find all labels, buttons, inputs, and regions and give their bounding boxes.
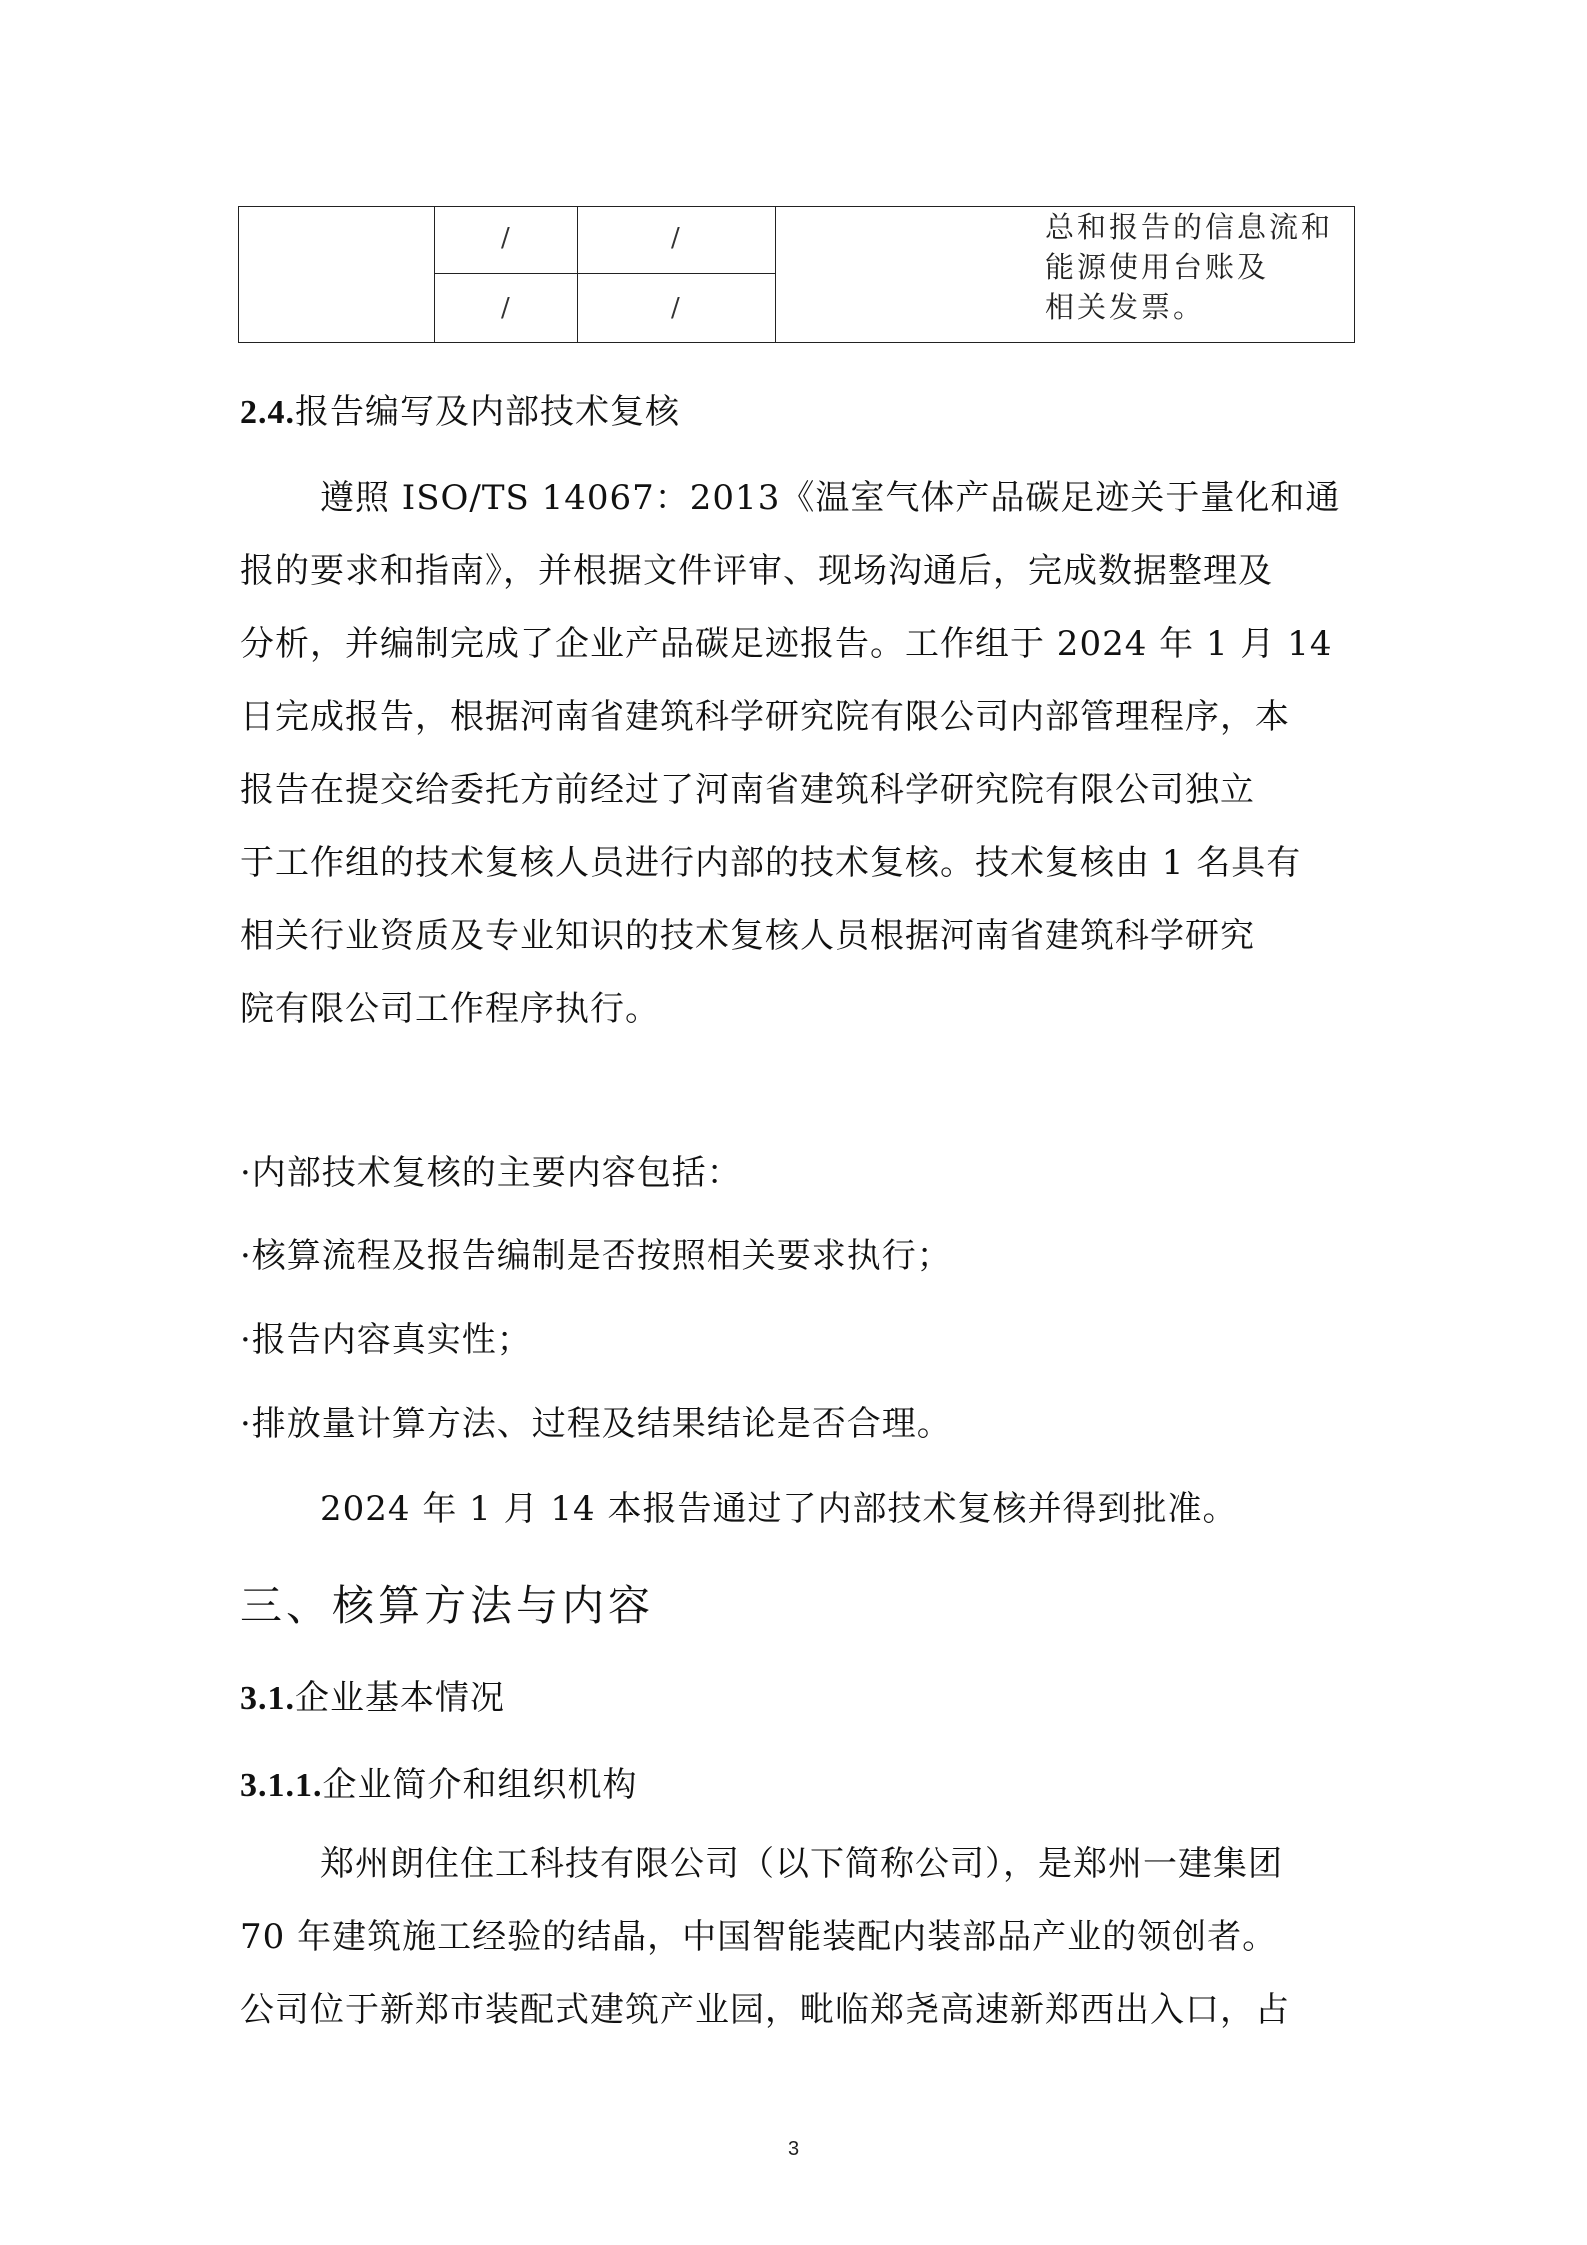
section-title: 企业基本情况 <box>295 1678 505 1718</box>
paragraph-line: 日完成报告，根据河南省建筑科学研究院有限公司内部管理程序，本 <box>240 697 1290 737</box>
paragraph-line: 公司位于新郑市装配式建筑产业园，毗临郑尧高速新郑西出入口，占 <box>240 1990 1290 2030</box>
section-2-4-paragraph <box>240 462 1355 1046</box>
paragraph-line: 70 年建筑施工经验的结晶，中国智能装配内装部品产业的领创者。 <box>240 1917 1278 1957</box>
table-note-line: 总和报告的信息流和能源使用台账及 <box>1045 210 1334 284</box>
paragraph-line: 郑州朗住住工科技有限公司（以下简称公司），是郑州一建集团 <box>320 1844 1283 1884</box>
approval-statement: 2024 年 1 月 14 本报告通过了内部技术复核并得到批准。 <box>320 1489 1238 1529</box>
section-number: 2.4. <box>240 394 295 431</box>
table-note <box>1045 207 1345 327</box>
table-divider <box>434 207 435 342</box>
table-cell-slash: / <box>671 293 680 323</box>
section-number: 3.1.1. <box>240 1767 323 1804</box>
chapter-heading-3: 三、核算方法与内容 <box>240 1581 655 1630</box>
review-bullet: ·排放量计算方法、过程及结果结论是否合理。 <box>240 1404 952 1444</box>
table-note-line: 相关发票。 <box>1045 290 1206 324</box>
paragraph-line: 报的要求和指南》，并根据文件评审、现场沟通后，完成数据整理及 <box>240 551 1273 591</box>
table-cell-slash: / <box>501 223 510 253</box>
paragraph-line: 相关行业资质及专业知识的技术复核人员根据河南省建筑科学研究 <box>240 916 1255 956</box>
page-number: 3 <box>787 2138 800 2160</box>
paragraph-line: 于工作组的技术复核人员进行内部的技术复核。技术复核由 1 名具有 <box>240 843 1302 883</box>
summary-table <box>238 206 1355 343</box>
section-heading-3-1 <box>240 1670 505 1719</box>
table-cell-slash: / <box>501 293 510 323</box>
table-divider <box>434 273 775 274</box>
paragraph-line: 遵照 ISO/TS 14067：2013《温室气体产品碳足迹关于量化和通 <box>320 478 1341 518</box>
section-title: 报告编写及内部技术复核 <box>295 392 680 432</box>
review-bullet: ·内部技术复核的主要内容包括： <box>240 1153 742 1193</box>
section-number: 3.1. <box>240 1680 295 1717</box>
table-cell-slash: / <box>671 223 680 253</box>
paragraph-line: 报告在提交给委托方前经过了河南省建筑科学研究院有限公司独立 <box>240 770 1255 810</box>
section-title: 企业简介和组织机构 <box>322 1765 638 1805</box>
table-divider <box>577 207 578 342</box>
paragraph-line: 分析，并编制完成了企业产品碳足迹报告。工作组于 2024 年 1 月 14 <box>240 624 1333 664</box>
review-bullet: ·核算流程及报告编制是否按照相关要求执行； <box>240 1236 952 1276</box>
section-heading-2-4 <box>240 384 680 433</box>
paragraph-line: 院有限公司工作程序执行。 <box>240 989 660 1029</box>
section-3-1-1-paragraph <box>240 1828 1355 2047</box>
review-bullet: ·报告内容真实性； <box>240 1320 532 1360</box>
section-heading-3-1-1 <box>240 1757 638 1806</box>
table-divider <box>775 207 776 342</box>
